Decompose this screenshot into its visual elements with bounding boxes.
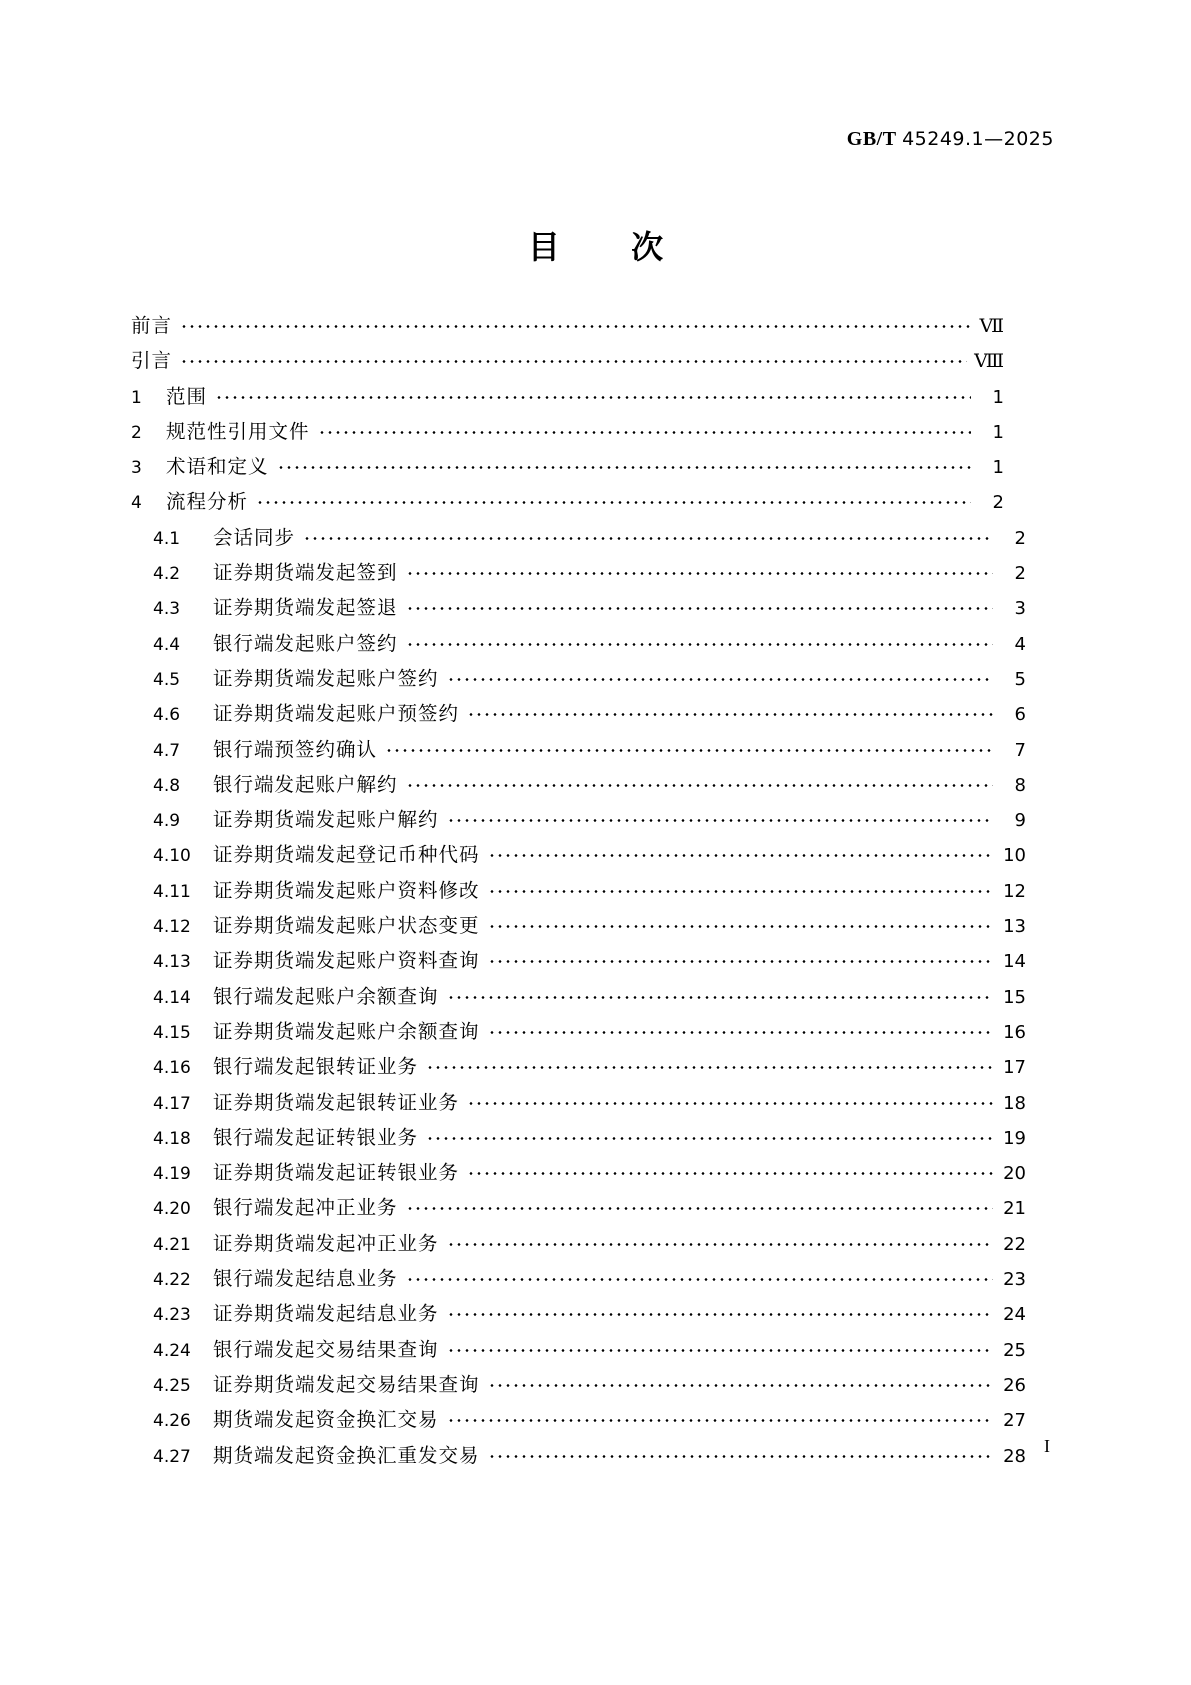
toc-entry-number: 4.6: [153, 705, 181, 726]
toc-leader-dots: [447, 1337, 993, 1356]
toc-entry-label: 证券期货端发起账户状态变更: [213, 914, 480, 938]
toc-entry[interactable]: [131, 522, 1026, 557]
toc-leader-dots: [447, 1231, 993, 1250]
toc-entry-number: 4.18: [153, 1128, 191, 1149]
toc-entry[interactable]: [131, 945, 1026, 980]
toc-entry-label: 证券期货端发起签到: [213, 561, 398, 585]
toc-entry-page: 3: [1014, 598, 1026, 620]
toc-leader-dots: [426, 1054, 993, 1073]
toc-entry-number: 4.11: [153, 881, 191, 902]
toc-entry[interactable]: [131, 1404, 1026, 1439]
toc-leader-dots: [488, 948, 993, 967]
toc-entry-page: 13: [1003, 916, 1026, 938]
toc-entry-page: 23: [1003, 1269, 1026, 1291]
toc-entry-number: 4.16: [153, 1058, 191, 1079]
toc-entry-label: 证券期货端发起账户余额查询: [213, 1019, 480, 1043]
toc-leader-dots: [406, 631, 993, 650]
toc-entry[interactable]: [131, 1157, 1026, 1192]
toc-entry-page: 27: [1003, 1410, 1026, 1432]
toc-entry-label: 银行端发起冲正业务: [213, 1196, 398, 1220]
toc-entry-page: 1: [992, 386, 1004, 408]
toc-entry[interactable]: [131, 663, 1026, 698]
toc-entry-number: 4.27: [153, 1446, 191, 1467]
toc-entry-label: 前言: [131, 314, 173, 337]
toc-entry-page: 18: [1003, 1092, 1026, 1114]
toc-entry[interactable]: [131, 981, 1026, 1016]
toc-entry-page: 14: [1003, 951, 1026, 973]
toc-entry-label: 证券期货端发起交易结果查询: [213, 1372, 480, 1396]
toc-leader-dots: [447, 666, 993, 685]
toc-entry-label: 银行端发起账户解约: [213, 772, 398, 796]
toc-entry[interactable]: [131, 1298, 1026, 1333]
toc-leader-dots: [447, 807, 993, 826]
toc-leader-dots: [488, 913, 993, 932]
toc-entry-number: 4.9: [153, 811, 181, 832]
toc-entry-page: 2: [992, 492, 1004, 514]
toc-entry-number: 4.14: [153, 987, 191, 1008]
toc-entry[interactable]: [131, 451, 1004, 486]
toc-entry-label: 银行端发起账户签约: [213, 631, 398, 655]
toc-entry-label: 术语和定义: [166, 455, 269, 479]
toc-entry-label: 期货端发起资金换汇交易: [213, 1408, 439, 1432]
toc-entry-page: 15: [1003, 986, 1026, 1008]
toc-leader-dots: [385, 737, 993, 756]
toc-entry-number: 4.17: [153, 1093, 191, 1114]
toc-leader-dots: [406, 1266, 993, 1285]
toc-leader-dots: [447, 1407, 993, 1426]
toc-entry-label: 证券期货端发起结息业务: [213, 1302, 439, 1326]
toc-entry-label: 证券期货端发起登记币种代码: [213, 843, 480, 867]
toc-entry[interactable]: [131, 1051, 1026, 1086]
toc-entry-label: 银行端发起银转证业务: [213, 1055, 419, 1079]
table-of-contents: [131, 310, 1026, 1475]
toc-leader-dots: [256, 489, 971, 508]
toc-entry-number: 4.12: [153, 917, 191, 938]
toc-entry-number: 4.23: [153, 1305, 191, 1326]
toc-entry-page: 26: [1003, 1374, 1026, 1396]
toc-entry-page: 5: [1014, 668, 1026, 690]
toc-entry[interactable]: [131, 1440, 1026, 1475]
standard-number: 45249.1—2025: [902, 128, 1054, 150]
toc-entry[interactable]: [131, 486, 1004, 521]
toc-entry-number: 4.5: [153, 669, 181, 690]
toc-entry[interactable]: [131, 839, 1026, 874]
toc-entry-page: 9: [1014, 810, 1026, 832]
toc-entry[interactable]: [131, 1087, 1026, 1122]
toc-entry-label: 期货端发起资金换汇重发交易: [213, 1443, 480, 1467]
toc-entry-number: 4.22: [153, 1270, 191, 1291]
toc-leader-dots: [180, 313, 971, 332]
toc-entry-number: 4.8: [153, 775, 181, 796]
toc-entry-number: 4.13: [153, 952, 191, 973]
toc-entry-page: 10: [1003, 845, 1026, 867]
toc-entry-page: Ⅶ: [979, 316, 1004, 337]
toc-leader-dots: [488, 842, 993, 861]
toc-entry-page: 16: [1003, 1021, 1026, 1043]
toc-entry[interactable]: [131, 1263, 1026, 1298]
toc-entry-number: 4.26: [153, 1411, 191, 1432]
toc-entry-number: 4.15: [153, 1022, 191, 1043]
toc-leader-dots: [406, 1195, 993, 1214]
toc-entry[interactable]: [131, 1192, 1026, 1227]
toc-entry-label: 证券期货端发起签退: [213, 596, 398, 620]
toc-entry-label: 流程分析: [166, 490, 249, 514]
toc-entry-label: 证券期货端发起账户签约: [213, 666, 439, 690]
toc-entry-page: 20: [1003, 1163, 1026, 1185]
toc-entry-label: 银行端预签约确认: [213, 737, 378, 761]
toc-leader-dots: [215, 384, 971, 403]
toc-entry[interactable]: [131, 910, 1026, 945]
toc-entry-number: 4.19: [153, 1164, 191, 1185]
toc-entry-page: 2: [1014, 527, 1026, 549]
toc-leader-dots: [318, 419, 971, 438]
toc-entry-label: 证券期货端发起账户解约: [213, 808, 439, 832]
toc-entry[interactable]: [131, 416, 1004, 451]
toc-entry[interactable]: [131, 592, 1026, 627]
toc-entry[interactable]: [131, 804, 1026, 839]
toc-entry-number: 2: [131, 422, 142, 443]
toc-entry[interactable]: [131, 628, 1026, 663]
toc-entry[interactable]: [131, 1334, 1026, 1369]
toc-entry-page: 19: [1003, 1127, 1026, 1149]
toc-entry-page: 1: [992, 421, 1004, 443]
toc-entry-number: 4.20: [153, 1199, 191, 1220]
toc-entry-label: 证券期货端发起账户资料修改: [213, 878, 480, 902]
toc-entry-number: 4: [131, 493, 142, 514]
toc-entry[interactable]: [131, 345, 1004, 380]
running-header: [847, 128, 1054, 151]
toc-entry-number: 4.24: [153, 1340, 191, 1361]
toc-entry-number: 4.3: [153, 599, 181, 620]
toc-entry-number: 4.2: [153, 564, 181, 585]
toc-entry-label: 证券期货端发起银转证业务: [213, 1090, 460, 1114]
toc-entry-number: 4.7: [153, 740, 181, 761]
toc-entry[interactable]: [131, 381, 1004, 416]
toc-entry-page: 17: [1003, 1057, 1026, 1079]
toc-entry-label: 证券期货端发起证转银业务: [213, 1161, 460, 1185]
toc-leader-dots: [180, 348, 967, 367]
toc-leader-dots: [488, 1443, 993, 1462]
toc-entry-number: 4.4: [153, 634, 181, 655]
standard-prefix: GB/T: [846, 128, 897, 150]
toc-entry-number: 4.1: [153, 528, 181, 549]
toc-entry-number: 4.21: [153, 1234, 191, 1255]
toc-entry[interactable]: [131, 769, 1026, 804]
toc-entry-page: 21: [1003, 1198, 1026, 1220]
toc-entry[interactable]: [131, 1122, 1026, 1157]
toc-entry[interactable]: [131, 1369, 1026, 1404]
toc-leader-dots: [467, 1160, 993, 1179]
toc-entry-label: 银行端发起结息业务: [213, 1267, 398, 1291]
toc-leader-dots: [488, 1019, 993, 1038]
toc-entry-label: 证券期货端发起冲正业务: [213, 1231, 439, 1255]
toc-entry-page: 12: [1003, 880, 1026, 902]
toc-entry-label: 规范性引用文件: [166, 419, 310, 443]
toc-entry-page: 6: [1014, 704, 1026, 726]
toc-leader-dots: [277, 454, 971, 473]
toc-entry-number: 4.10: [153, 846, 191, 867]
toc-leader-dots: [467, 701, 993, 720]
toc-entry[interactable]: [131, 734, 1026, 769]
toc-entry-number: 1: [131, 387, 142, 408]
toc-entry-label: 银行端发起证转银业务: [213, 1125, 419, 1149]
toc-leader-dots: [447, 1301, 993, 1320]
toc-leader-dots: [406, 772, 993, 791]
toc-leader-dots: [488, 878, 993, 897]
toc-leader-dots: [406, 560, 993, 579]
toc-entry-label: 会话同步: [213, 525, 296, 549]
toc-leader-dots: [467, 1090, 993, 1109]
toc-entry-label: 证券期货端发起账户预签约: [213, 702, 460, 726]
toc-entry-page: 7: [1014, 739, 1026, 761]
toc-entry-page: 24: [1003, 1304, 1026, 1326]
toc-entry[interactable]: [131, 557, 1026, 592]
toc-entry-page: 4: [1014, 633, 1026, 655]
toc-entry-page: Ⅷ: [974, 351, 1004, 373]
toc-entry-label: 引言: [131, 349, 173, 373]
toc-entry-number: 4.25: [153, 1375, 191, 1396]
toc-entry-page: 22: [1003, 1233, 1026, 1255]
toc-entry-label: 范围: [166, 384, 208, 408]
toc-entry[interactable]: [131, 698, 1026, 733]
toc-leader-dots: [303, 525, 993, 544]
toc-entry-page: 2: [1014, 563, 1026, 585]
toc-entry-page: 1: [992, 457, 1004, 479]
toc-entry-label: 证券期货端发起账户资料查询: [213, 949, 480, 973]
toc-entry-label: 银行端发起交易结果查询: [213, 1337, 439, 1361]
toc-entry-page: 25: [1003, 1339, 1026, 1361]
toc-entry[interactable]: [131, 310, 1004, 345]
toc-leader-dots: [406, 595, 993, 614]
toc-leader-dots: [426, 1125, 993, 1144]
toc-entry-page: 28: [1003, 1445, 1026, 1467]
toc-leader-dots: [488, 1372, 993, 1391]
toc-entry[interactable]: [131, 1228, 1026, 1263]
toc-leader-dots: [447, 984, 993, 1003]
toc-entry[interactable]: [131, 1016, 1026, 1051]
footer-page-number: I: [1044, 1436, 1050, 1456]
toc-entry-number: 3: [131, 458, 142, 479]
toc-entry-page: 8: [1014, 774, 1026, 796]
toc-entry[interactable]: [131, 875, 1026, 910]
toc-entry-label: 银行端发起账户余额查询: [213, 984, 439, 1008]
page-title: 目 次: [527, 228, 694, 266]
